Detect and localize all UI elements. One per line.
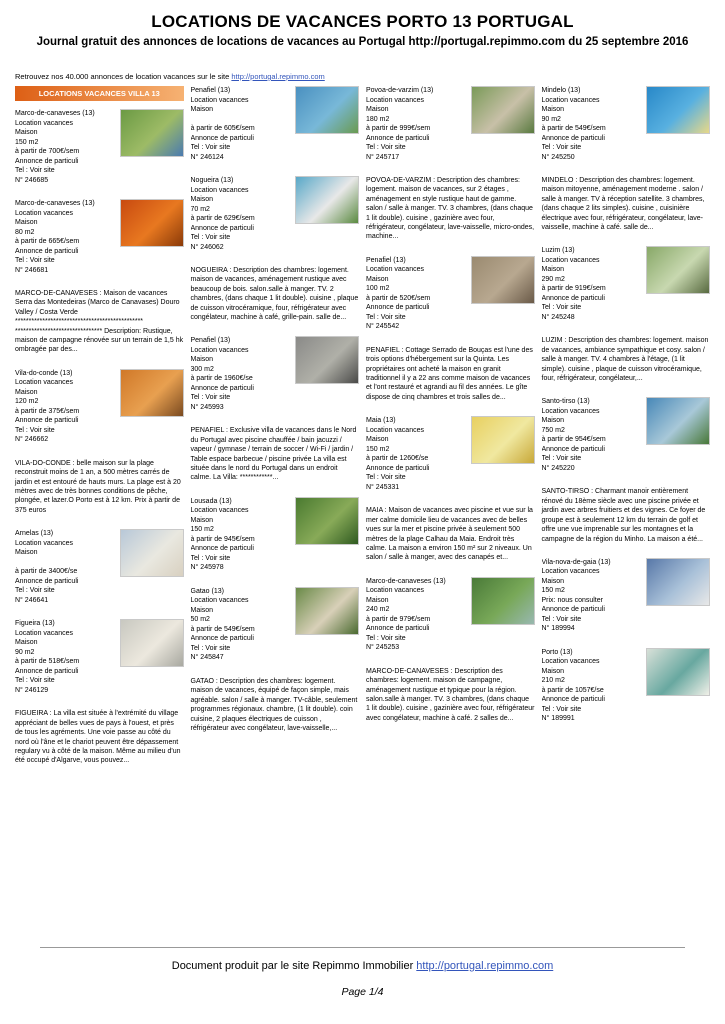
listing-line: Tel : Voir site — [541, 144, 582, 151]
listing-line: N° 245220 — [541, 464, 575, 472]
listing-line: N° 189991 — [541, 715, 575, 723]
footer-produced-text: Document produit par le site Repimmo Immobilier — [171, 960, 417, 972]
intro-text: Retrouvez nos 40.000 annonces de location vacances sur le site — [15, 72, 232, 81]
listing-info — [366, 416, 471, 492]
listing-info — [15, 619, 120, 695]
countryside-pool-photo — [120, 109, 184, 157]
listing-title: Marco-de-canaveses (13) — [15, 110, 95, 117]
listing-line: Maison — [15, 219, 38, 226]
listing-line: N° 245717 — [366, 153, 400, 161]
listing-title: Vila-nova-de-gaia (13) — [541, 558, 611, 566]
listing-line: N° 245331 — [366, 483, 400, 491]
listing-info — [191, 587, 296, 663]
listing-line: Prix: nous consulter — [541, 596, 603, 604]
listing-line: à partir de 549€/sem — [190, 625, 255, 633]
listing-line: Maison — [366, 275, 389, 283]
listing-info — [542, 648, 647, 724]
column-1 — [15, 86, 184, 780]
listing-info — [191, 86, 296, 162]
listing-title: Santo-tirso (13) — [541, 398, 590, 406]
listing-card — [191, 497, 360, 573]
listing-line: à partir de 945€/sem — [190, 535, 255, 543]
listing-description: SANTO-TIRSO : Charmant manoir entièrement rénové du 18ème siècle avec une piscine privée et jardin avec arbres fruitiers et des vignes. Ce foyer de groupe est à seulement 12 km du terrain de golf et offre une vue imprenable sur les montagnes et la campagne de la région du Minho. La maison a été... — [541, 488, 706, 543]
footer — [0, 947, 725, 998]
listing-card — [191, 336, 360, 412]
listing-title: Mindelo (13) — [541, 87, 581, 94]
listing-description: FIGUEIRA : La villa est située à l'extrémité du village appréciant de belles vues de pays à l'ouest, et près de tous les agréments. Une voie passe au côté du nord où l'âne et le chariot peuvent être dépassement regulary vu à côté de la maison. Même au milieu d'un été occupé d'Algarve, vous pouvez... — [15, 710, 181, 765]
listing-title: Lousada (13) — [190, 497, 232, 505]
listing-line: Tel : Voir site — [15, 426, 55, 434]
listing-description: LUZIM : Description des chambres: logement. maison de vacances, ambiance sympathique et cosy. salon / salle à manger. TV. 4 chambres à l'étage, (1 lit simple). cuisine , plaque de cuisson vitrocéramique, four, réfrigérateur, congélateur,... — [541, 337, 709, 383]
listing-line: Tel : Voir site — [190, 234, 231, 241]
column-2 — [191, 86, 360, 747]
listing-info — [15, 199, 120, 275]
listing-line: Tel : Voir site — [15, 257, 55, 264]
listing-line: Maison — [15, 129, 38, 136]
columns — [0, 86, 725, 932]
listing-description: MAIA : Maison de vacances avec piscine et vue sur la mer calme domicile lieu de vacances avec de belles vues sur la mer et piscine privée à seulement 500 mètres de la plage Calhau da Maia. Endroit très calme. La maison a environ 150 m² sur 2 niveaux. Un salon / salle à manger, avec des canapés et... — [366, 507, 533, 562]
listing-line: Annonce de particuli — [190, 224, 254, 232]
orange-interior-photo — [120, 369, 184, 417]
listing-card — [542, 558, 711, 634]
listing-line: N° 245978 — [190, 564, 224, 572]
listing-line: N° 246662 — [15, 436, 49, 444]
listing-line: Annonce de particuli — [15, 157, 79, 165]
listing-title: Marco-de-canaveses (13) — [15, 200, 95, 207]
listing-card — [366, 86, 535, 162]
listing-line: N° 246685 — [15, 176, 49, 184]
listing-card — [15, 619, 184, 695]
listing-line: Annonce de particuli — [366, 625, 430, 633]
listing-line: Tel : Voir site — [366, 144, 406, 151]
listing-card — [15, 529, 184, 605]
country-house-photo — [471, 86, 535, 134]
listing-line: 150 m2 — [190, 526, 214, 534]
listing-card — [542, 86, 711, 162]
listing-line: N° 245250 — [541, 153, 575, 161]
listing-line: 100 m2 — [366, 285, 390, 293]
listing-line: Annonce de particuli — [366, 464, 430, 472]
listing-line: Location vacances — [15, 539, 73, 547]
listing-title: Penafiel (13) — [366, 256, 406, 264]
listing-line: Location vacances — [190, 186, 249, 194]
listing-line: Maison — [541, 417, 565, 425]
listing-line: Maison — [15, 549, 38, 557]
listing-line: à partir de 3400€/se — [15, 568, 78, 576]
listing-line: Tel : Voir site — [541, 615, 582, 623]
listing-line: 70 m2 — [190, 205, 210, 213]
listing-line: à partir de 919€/sem — [541, 285, 606, 293]
listing-line: 210 m2 — [541, 677, 565, 685]
listing-line: 180 m2 — [366, 115, 390, 123]
listing-description: MINDELO : Description des chambres: logement. maison mitoyenne, aménagement moderne . salon / salle à manger. TV à réception satellite. 3 chambres, (dans chaque 2 lits simples). cuisine , cuisinière électrique avec four, réfrigérateur, congélateur, lave-vaisselle, machine à café. salle de... — [541, 177, 705, 232]
listing-line: à partir de 1057€/se — [541, 686, 604, 694]
listing-info — [15, 369, 120, 445]
listing-line: Location vacances — [15, 629, 73, 637]
listing-line: à partir de 375€/sem — [15, 407, 80, 415]
listing-line: 90 m2 — [15, 648, 35, 656]
listing-line: Annonce de particuli — [190, 635, 254, 643]
listing-line: Maison — [366, 596, 389, 604]
listing-line: Location vacances — [15, 119, 73, 127]
listing-title: Marco-de-canaveses (13) — [366, 577, 446, 585]
listing-line: N° 246681 — [15, 266, 49, 274]
listing-card — [542, 246, 711, 322]
footer-produced-line — [0, 960, 725, 972]
white-house-photo — [120, 529, 184, 577]
listing-info — [542, 558, 647, 634]
listing-line: Tel : Voir site — [541, 705, 582, 713]
listing-info — [15, 529, 120, 605]
listing-card — [542, 648, 711, 724]
listing-title: Povoa-de-varzim (13) — [366, 87, 434, 94]
listing-line: Tel : Voir site — [541, 304, 582, 312]
flowers-photo — [120, 199, 184, 247]
page-number: Page 1/4 — [341, 986, 384, 998]
listing-line: N° 189994 — [541, 625, 575, 633]
listing-description: PENAFIEL : Cottage Serrado de Bouças est l'une des trois options d'hébergement sur la Quinta. Les propriétaires ont acheté la maison en granit traditionnel il y a 22 ans comme maison de vacances et l'ont restauré et agrandi au fil des années. Le gîte dispose de cinq chambres et trois salles de... — [366, 346, 533, 401]
page-title: LOCATIONS DE VACANCES PORTO 13 PORTUGAL — [151, 12, 574, 31]
bedroom-photo — [646, 648, 710, 696]
listing-card — [366, 256, 535, 332]
listing-line: Tel : Voir site — [190, 144, 231, 151]
listing-description: POVOA-DE-VARZIM : Description des chambres: logement. maison de vacances, sur 2 étages , aménagement en style rustique haut de gamme. salon / salle à manger. TV. 3 chambres, (dans chaque 1 lit double). cuisine , gazinière avec four, réfrigérateur, congélateur, lave-vaisselle, micro-ondes, machine... — [366, 177, 535, 241]
listing-description: PENAFIEL : Exclusive villa de vacances dans le Nord du Portugal avec piscine chauffée / bain jacuzzi / vapeur / gymnase / terrain de soccer / Wi-Fi / jardin / Table espace barbecue / piscine privée La villa est située dans le nord du Portugal dans un endroit calme. La Villa: ************... — [190, 427, 357, 482]
listing-line: à partir de 700€/sem — [15, 148, 80, 155]
listing-line: Annonce de particuli — [15, 247, 79, 255]
listing-info — [191, 497, 296, 573]
listing-line: à partir de 1260€/se — [366, 455, 429, 463]
listing-line: à partir de 629€/sem — [190, 215, 255, 222]
listing-card — [15, 199, 184, 275]
listing-line: Maison — [15, 388, 38, 396]
listing-line: 150 m2 — [366, 445, 390, 453]
listing-line: Tel : Voir site — [190, 554, 231, 562]
listing-line: Annonce de particuli — [541, 696, 605, 704]
listing-line: Maison — [541, 266, 565, 274]
listing-line: 750 m2 — [541, 426, 565, 434]
cottage-garden-photo — [295, 587, 359, 635]
listing-line — [15, 558, 116, 568]
listing-description: VILA-DO-CONDE : belle maison sur la plage reconstruit moins de 1 an, a 500 mètres carrés de jardin et est entouré de hauts murs. La plage est à 20 mètres avec de très bonnes conditions de pêche, plongée, et lazer.O Porto est à 12 km. Prix à partir de 375 euros — [15, 459, 181, 514]
listing-line: Annonce de particuli — [15, 577, 79, 585]
stone-cottage-photo — [471, 256, 535, 304]
listing-line: Maison — [190, 106, 214, 113]
listing-description: NOGUEIRA : Description des chambres: logement. maison de vacances, aménagement rustique avec beaucoup de bois. salon.salle à manger. TV. 2 chambres, (dans chaque 1 lit double). cuisine , plaque de cuisson vitrocéramique, four, réfrigérateur avec congélateur, machine à café, grille-pain. salle de... — [190, 267, 359, 322]
listing-line: Annonce de particuli — [541, 445, 605, 453]
listing-line: Location vacances — [366, 426, 424, 434]
listing-title: Luzim (13) — [541, 247, 575, 255]
listing-line: Maison — [366, 436, 389, 444]
listing-line: 90 m2 — [541, 115, 561, 123]
listing-line: Maison — [541, 577, 565, 585]
listing-info — [191, 336, 296, 412]
pool-photo — [295, 86, 359, 134]
modern-villa-photo — [295, 336, 359, 384]
pool-terrace-photo — [646, 397, 710, 445]
listing-line: Annonce de particuli — [541, 134, 605, 142]
category-banner: LOCATIONS VACANCES VILLA 13 — [15, 86, 184, 101]
listing-line: 290 m2 — [541, 275, 565, 283]
listing-line: N° 245248 — [541, 313, 575, 321]
listing-line: N° 245993 — [190, 403, 224, 411]
listing-card — [191, 587, 360, 663]
listing-line: Location vacances — [541, 407, 600, 415]
listing-title: Arnelas (13) — [15, 530, 54, 538]
listing-info — [542, 397, 647, 473]
listing-line: Annonce de particuli — [366, 134, 430, 142]
listing-line: Location vacances — [541, 658, 600, 666]
listing-line: N° 246062 — [190, 243, 224, 251]
hammock-garden-photo — [646, 246, 710, 294]
listing-line: Maison — [15, 639, 38, 647]
listing-card — [15, 109, 184, 185]
listing-line: Location vacances — [190, 597, 249, 605]
listing-line: Annonce de particuli — [190, 134, 254, 142]
listing-line: Annonce de particuli — [190, 384, 254, 392]
listing-line: Location vacances — [366, 96, 424, 104]
listing-card — [15, 369, 184, 445]
listing-info — [366, 256, 471, 332]
listing-card — [542, 397, 711, 473]
listing-line: 240 m2 — [366, 606, 390, 614]
garden-path-photo — [295, 497, 359, 545]
listing-info — [542, 246, 647, 322]
listing-card — [191, 176, 360, 252]
listing-line: Location vacances — [15, 379, 73, 387]
listing-line: à partir de 549€/sem — [541, 125, 606, 132]
listing-line: Tel : Voir site — [366, 634, 406, 642]
listing-line: à partir de 605€/sem — [190, 125, 255, 132]
listing-line: N° 246129 — [15, 686, 49, 694]
listing-line: Maison — [190, 356, 214, 364]
listing-line: N° 245253 — [366, 644, 400, 652]
listing-line: Tel : Voir site — [15, 587, 55, 595]
listing-card — [366, 577, 535, 653]
listing-line: Annonce de particuli — [366, 304, 430, 312]
listing-description: GATAO : Description des chambres: logement. maison de vacances, équipé de façon simple, mais agréable. salon / salle à manger. TV-câble, seulement programmes régionaux. chambre, (1 lit double). coin cuisine, 2 plaques électriques de cuisson , réfrigérateur avec congélateur, lave-vaisselle,... — [190, 677, 358, 732]
listing-line: N° 245542 — [366, 323, 400, 331]
page-subtitle: Journal gratuit des annonces de locations de vacances au Portugal http://portugal.repimmo.com du 25 septembre 2016 — [36, 36, 689, 48]
yellow-bedroom-photo — [471, 416, 535, 464]
listing-title: Gatao (13) — [190, 587, 224, 595]
listing-line: Tel : Voir site — [190, 394, 231, 402]
listing-description: MARCO-DE-CANAVESES : Maison de vacances Serra das Montedeiras (Marco de Canavases) Douro Valley / Costa Verde *********************************************** ******************************** Description: Rustique, maison de campagne rénovée sur un terrain de 1,5 hk ombragée par des... — [15, 290, 184, 354]
listing-line: Location vacances — [366, 587, 424, 595]
column-3 — [366, 86, 535, 737]
listing-title: Figueira (13) — [15, 620, 55, 628]
listing-title: Penafiel (13) — [190, 337, 231, 345]
listing-line: à partir de 1960€/se — [190, 375, 253, 383]
blue-bedroom-photo — [646, 558, 710, 606]
intro-link[interactable]: http://portugal.repimmo.com — [231, 72, 325, 81]
listing-line: Tel : Voir site — [541, 455, 582, 463]
listing-line: 50 m2 — [190, 616, 210, 624]
listing-title: Vila-do-conde (13) — [15, 369, 73, 377]
listing-line: Maison — [541, 106, 565, 113]
listing-line: 150 m2 — [541, 587, 565, 595]
listing-line: Maison — [190, 196, 214, 203]
pool-umbrella-photo — [295, 176, 359, 224]
column-4 — [542, 86, 711, 738]
listing-line: 120 m2 — [15, 398, 39, 406]
indoor-pool-photo — [646, 86, 710, 134]
listing-line: à partir de 520€/sem — [366, 294, 431, 302]
listing-title: Porto (13) — [541, 648, 573, 656]
listing-line: Annonce de particuli — [15, 667, 79, 675]
listing-line: 80 m2 — [15, 228, 35, 236]
listing-line: à partir de 999€/sem — [366, 125, 431, 132]
listing-line: 300 m2 — [190, 365, 214, 373]
listing-line: Tel : Voir site — [190, 644, 231, 652]
listing-card — [366, 416, 535, 492]
listing-info — [542, 86, 647, 162]
listing-title: Nogueira (13) — [190, 177, 234, 184]
listing-line: à partir de 518€/sem — [15, 658, 80, 666]
listing-line: à partir de 665€/sem — [15, 238, 80, 245]
listing-line: Tel : Voir site — [366, 474, 406, 482]
listing-info — [191, 176, 296, 252]
listing-card — [191, 86, 360, 162]
listing-description: MARCO-DE-CANAVESES : Description des chambres: logement. maison de campagne, aménagement rustique et typique pour la région. salon.salle à manger. TV. 3 chambres, (dans chaque 1 lit double). cuisine , gazinière avec four, réfrigérateur avec congélateur, machine à café. 2 salles de... — [366, 667, 535, 722]
listing-line: Location vacances — [190, 507, 249, 515]
listing-title: Penafiel (13) — [190, 87, 231, 94]
listing-line: N° 245847 — [190, 654, 224, 662]
listing-line: Location vacances — [366, 266, 424, 274]
listing-line: Annonce de particuli — [541, 606, 605, 614]
village-houses-photo — [120, 619, 184, 667]
listing-line: Location vacances — [15, 209, 73, 217]
footer-link[interactable]: http://portugal.repimmo.com — [416, 960, 554, 972]
listing-line: Location vacances — [541, 256, 600, 264]
listing-line: Maison — [190, 516, 214, 524]
listing-line: 150 m2 — [15, 138, 39, 146]
listing-line: Maison — [190, 606, 214, 614]
listing-line: à partir de 979€/sem — [366, 615, 431, 623]
listing-line: Tel : Voir site — [15, 167, 55, 174]
listing-line: Location vacances — [541, 96, 600, 104]
listing-line: Location vacances — [190, 346, 249, 354]
listing-line: Maison — [541, 667, 565, 675]
listing-line: Tel : Voir site — [15, 677, 55, 685]
listing-line: Annonce de particuli — [15, 417, 79, 425]
listing-line — [191, 115, 292, 125]
listing-line: Annonce de particuli — [541, 294, 605, 302]
listing-info — [366, 86, 471, 162]
intro-line — [15, 72, 725, 81]
green-garden-photo — [471, 577, 535, 625]
footer-divider — [40, 947, 685, 948]
listing-line: à partir de 954€/sem — [541, 436, 606, 444]
listing-line: N° 246641 — [15, 596, 49, 604]
listing-line: Maison — [366, 106, 389, 113]
listing-info — [366, 577, 471, 653]
listing-line: Location vacances — [190, 96, 249, 104]
listing-info — [15, 109, 120, 185]
listing-line: Annonce de particuli — [190, 545, 254, 553]
listing-line: Location vacances — [541, 568, 600, 576]
listing-line: Tel : Voir site — [366, 313, 406, 321]
listing-line: N° 246124 — [190, 153, 224, 161]
listing-title: Maia (13) — [366, 417, 396, 425]
